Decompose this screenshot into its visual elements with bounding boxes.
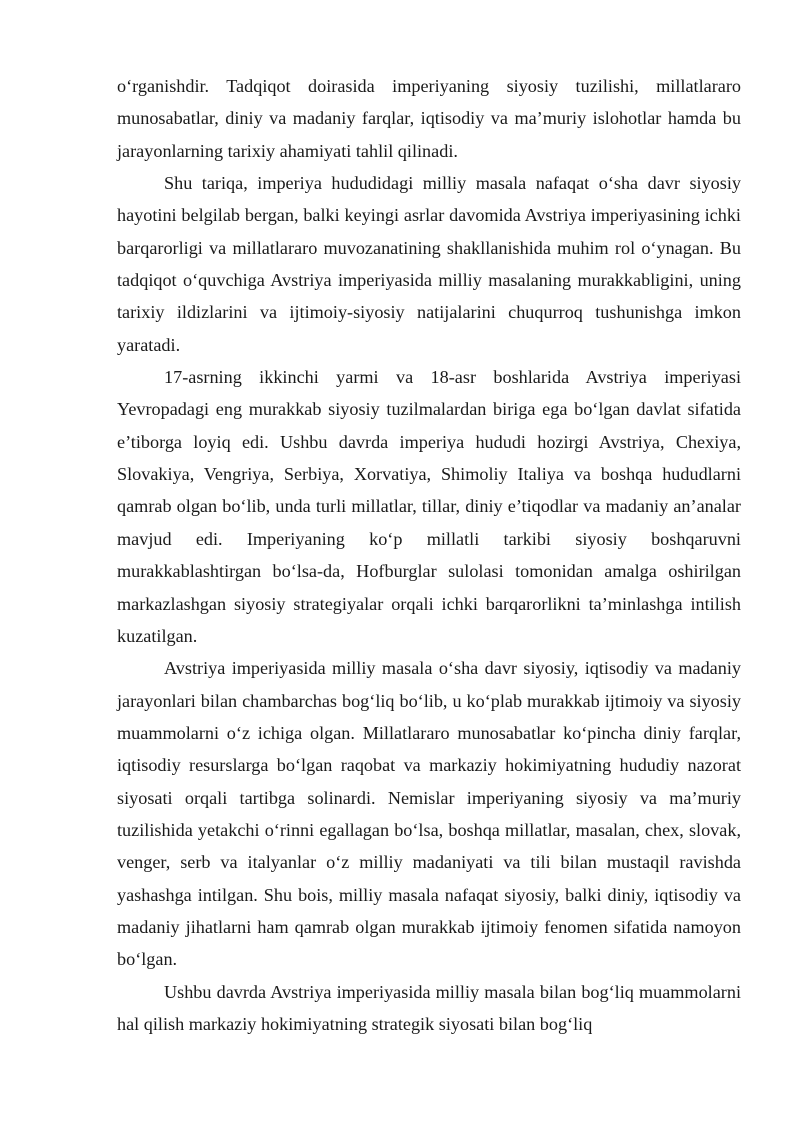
paragraph-continuation: o‘rganishdir. Tadqiqot doirasida imperiyaning siyosiy tuzilishi, millatlararo munosabatlar, diniy va madaniy farqlar, iqtisodiy va ma’muriy islohotlar hamda bu jarayonlarning tarixiy ahamiyati tahlil qilinadi. bbox=[117, 76, 741, 161]
document-body bbox=[117, 70, 741, 1040]
paragraph-2: Shu tariqa, imperiya hududidagi milliy masala nafaqat o‘sha davr siyosiy hayotini belgilab bergan, balki keyingi asrlar davomida Avstriya imperiyasining ichki barqarorligi va millatlararo muvozanatining shakllanishida muhim rol o‘ynagan. Bu tadqiqot o‘quvchiga Avstriya imperiyasida milliy masalaning murakkabligini, uning tarixiy ildizlarini va ijtimoiy-siyosiy natijalarini chuqurroq tushunishga imkon yaratadi. bbox=[117, 173, 741, 355]
paragraph-5: Ushbu davrda Avstriya imperiyasida milliy masala bilan bog‘liq muammolarni hal qilish markaziy hokimiyatning strategik siyosati bilan bog‘liq bbox=[117, 981, 741, 1034]
paragraph-3: 17-asrning ikkinchi yarmi va 18-asr boshlarida Avstriya imperiyasi Yevropadagi eng murakkab siyosiy tuzilmalardan biriga ega bo‘lgan davlat sifatida e’tiborga loyiq edi. Ushbu davrda imperiya hududi hozirgi Avstriya, Chexiya, Slovakiya, Vengriya, Serbiya, Xorvatiya, Shimoliy Italiya va boshqa hududlarni qamrab olgan bo‘lib, unda turli millatlar, tillar, diniy e’tiqodlar va madaniy an’analar mavjud edi. Imperiyaning ko‘p millatli tarkibi siyosiy boshqaruvni murakkablashtirgan bo‘lsa-da, Hofburglar sulolasi tomonidan amalga oshirilgan markazlashgan siyosiy strategiyalar orqali ichki barqarorlikni ta’minlashga intilish kuzatilgan. bbox=[117, 367, 741, 646]
paragraph-4: Avstriya imperiyasida milliy masala o‘sha davr siyosiy, iqtisodiy va madaniy jarayonlari bilan chambarchas bog‘liq bo‘lib, u ko‘plab murakkab ijtimoiy va siyosiy muammolarni o‘z ichiga olgan. Millatlararo munosabatlar ko‘pincha diniy farqlar, iqtisodiy resurslarga bo‘lgan raqobat va markaziy hokimiyatning hududiy nazorat siyosati orqali tartibga solinardi. Nemislar imperiyaning siyosiy va ma’muriy tuzilishida yetakchi o‘rinni egallagan bo‘lsa, boshqa millatlar, masalan, chex, slovak, venger, serb va italyanlar o‘z milliy madaniyati va tili bilan mustaqil ravishda yashashga intilgan. Shu bois, milliy masala nafaqat siyosiy, balki diniy, iqtisodiy va madaniy jihatlarni ham qamrab olgan murakkab ijtimoiy fenomen sifatida namoyon bo‘lgan. bbox=[117, 658, 741, 970]
